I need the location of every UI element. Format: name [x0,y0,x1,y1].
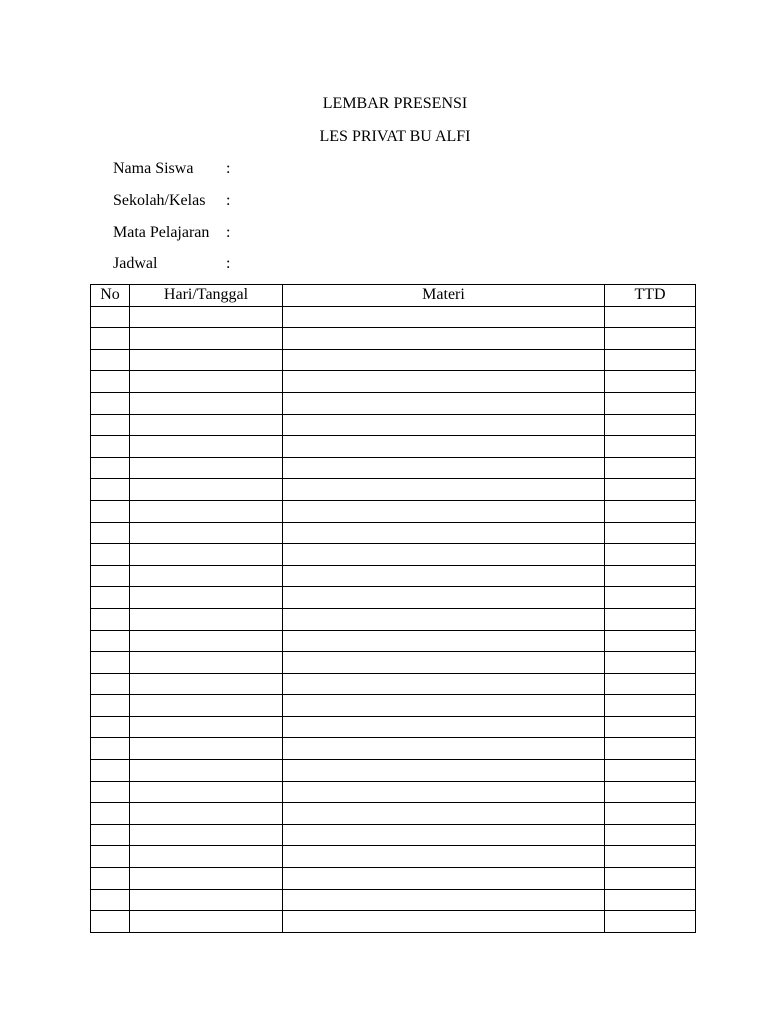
cell-materi [283,673,605,695]
table-row [91,846,696,868]
table-header [91,285,696,307]
cell-no [91,652,130,674]
cell-ttd [605,695,696,717]
cell-ttd [605,306,696,328]
column-header-no: No [91,285,130,307]
cell-no [91,479,130,501]
cell-hari-tanggal [130,824,283,846]
cell-hari-tanggal [130,587,283,609]
cell-no [91,673,130,695]
cell-ttd [605,479,696,501]
cell-materi [283,846,605,868]
cell-materi [283,608,605,630]
table-row [91,349,696,371]
attendance-table [90,284,696,933]
cell-hari-tanggal [130,738,283,760]
cell-no [91,630,130,652]
cell-hari-tanggal [130,306,283,328]
cell-ttd [605,457,696,479]
cell-no [91,565,130,587]
cell-ttd [605,824,696,846]
cell-hari-tanggal [130,911,283,933]
table-row [91,306,696,328]
cell-no [91,824,130,846]
cell-materi [283,328,605,350]
info-label: Nama Siswa [113,160,194,177]
cell-no [91,306,130,328]
info-label: Jadwal [113,255,158,272]
cell-materi [283,652,605,674]
cell-ttd [605,565,696,587]
cell-hari-tanggal [130,803,283,825]
table-row [91,414,696,436]
table-row [91,760,696,782]
cell-hari-tanggal [130,652,283,674]
cell-materi [283,371,605,393]
info-separator: : [226,192,231,209]
cell-materi [283,803,605,825]
cell-no [91,803,130,825]
cell-materi [283,392,605,414]
cell-materi [283,889,605,911]
cell-ttd [605,911,696,933]
cell-ttd [605,371,696,393]
table-row [91,824,696,846]
cell-ttd [605,760,696,782]
cell-materi [283,349,605,371]
cell-hari-tanggal [130,846,283,868]
table-row [91,522,696,544]
cell-hari-tanggal [130,500,283,522]
cell-ttd [605,803,696,825]
page-subtitle: LES PRIVAT BU ALFI [319,128,471,145]
column-header-hari-tanggal: Hari/Tanggal [130,285,283,307]
table-row [91,371,696,393]
header-row [91,285,696,307]
cell-no [91,349,130,371]
info-row-sekolah-kelas [113,191,313,211]
table-row [91,868,696,890]
cell-no [91,695,130,717]
cell-no [91,544,130,566]
cell-hari-tanggal [130,479,283,501]
table-row [91,544,696,566]
page-title: LEMBAR PRESENSI [322,95,468,112]
cell-no [91,889,130,911]
cell-hari-tanggal [130,349,283,371]
cell-no [91,371,130,393]
table-row [91,479,696,501]
cell-hari-tanggal [130,630,283,652]
cell-ttd [605,868,696,890]
info-label: Mata Pelajaran [113,224,210,241]
table-body [91,306,696,932]
table-row [91,500,696,522]
table-row [91,630,696,652]
info-row-mata-pelajaran [113,223,313,243]
column-header-ttd: TTD [605,285,696,307]
info-row-jadwal [113,254,313,274]
cell-no [91,846,130,868]
cell-materi [283,587,605,609]
cell-hari-tanggal [130,328,283,350]
cell-hari-tanggal [130,673,283,695]
cell-materi [283,436,605,458]
cell-no [91,781,130,803]
cell-hari-tanggal [130,457,283,479]
info-label: Sekolah/Kelas [113,192,206,209]
table-row [91,695,696,717]
cell-materi [283,630,605,652]
info-row-nama-siswa [113,159,313,179]
cell-hari-tanggal [130,695,283,717]
cell-hari-tanggal [130,889,283,911]
cell-ttd [605,673,696,695]
cell-hari-tanggal [130,565,283,587]
cell-materi [283,522,605,544]
cell-ttd [605,630,696,652]
cell-hari-tanggal [130,868,283,890]
cell-hari-tanggal [130,414,283,436]
table-row [91,738,696,760]
cell-no [91,608,130,630]
cell-hari-tanggal [130,544,283,566]
cell-materi [283,760,605,782]
cell-hari-tanggal [130,392,283,414]
cell-materi [283,544,605,566]
column-header-materi: Materi [283,285,605,307]
cell-no [91,522,130,544]
table-row [91,652,696,674]
cell-ttd [605,500,696,522]
cell-materi [283,911,605,933]
cell-no [91,457,130,479]
table-row [91,457,696,479]
table-row [91,911,696,933]
cell-ttd [605,716,696,738]
cell-hari-tanggal [130,608,283,630]
cell-materi [283,868,605,890]
cell-hari-tanggal [130,436,283,458]
cell-materi [283,738,605,760]
cell-hari-tanggal [130,760,283,782]
cell-ttd [605,652,696,674]
cell-ttd [605,414,696,436]
table-row [91,436,696,458]
cell-no [91,738,130,760]
table-row [91,803,696,825]
cell-ttd [605,349,696,371]
cell-ttd [605,608,696,630]
info-separator: : [226,224,231,241]
cell-materi [283,457,605,479]
cell-materi [283,824,605,846]
cell-materi [283,716,605,738]
cell-ttd [605,846,696,868]
table-row [91,781,696,803]
cell-ttd [605,889,696,911]
cell-materi [283,414,605,436]
cell-hari-tanggal [130,781,283,803]
table-row [91,565,696,587]
info-separator: : [226,160,231,177]
cell-hari-tanggal [130,371,283,393]
cell-ttd [605,522,696,544]
cell-no [91,868,130,890]
cell-materi [283,781,605,803]
cell-ttd [605,781,696,803]
cell-materi [283,695,605,717]
cell-hari-tanggal [130,522,283,544]
table-row [91,889,696,911]
cell-hari-tanggal [130,716,283,738]
cell-no [91,500,130,522]
table-row [91,392,696,414]
cell-ttd [605,436,696,458]
cell-ttd [605,392,696,414]
cell-no [91,392,130,414]
cell-materi [283,306,605,328]
cell-ttd [605,738,696,760]
cell-materi [283,565,605,587]
table-row [91,608,696,630]
cell-no [91,760,130,782]
table-row [91,328,696,350]
cell-no [91,716,130,738]
cell-ttd [605,544,696,566]
cell-materi [283,479,605,501]
cell-ttd [605,328,696,350]
cell-materi [283,500,605,522]
table-row [91,587,696,609]
cell-no [91,436,130,458]
cell-ttd [605,587,696,609]
cell-no [91,328,130,350]
table-row [91,716,696,738]
cell-no [91,587,130,609]
info-separator: : [226,255,231,272]
cell-no [91,414,130,436]
cell-no [91,911,130,933]
table-row [91,673,696,695]
